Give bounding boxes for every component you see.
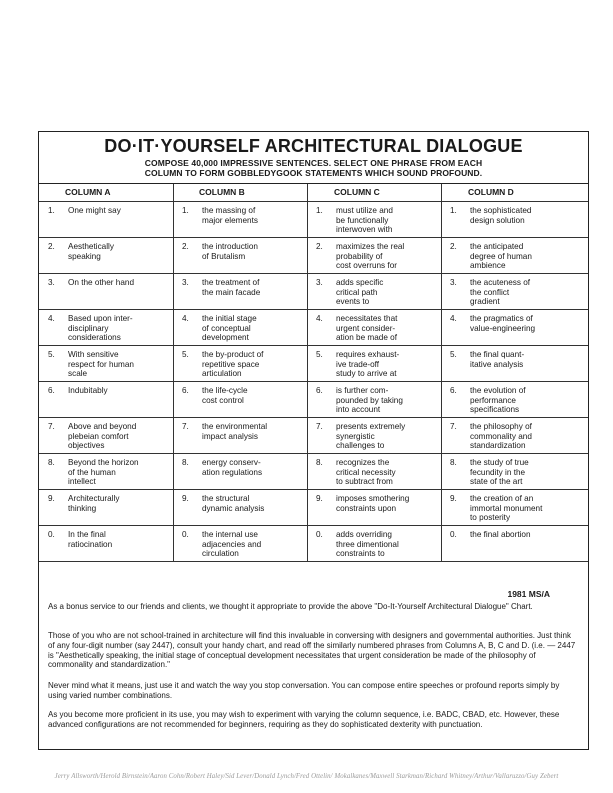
phrase-number: 1. xyxy=(182,206,189,215)
column-d-header: COLUMN D xyxy=(468,187,514,197)
phrase-text: the initial stage of conceptual development xyxy=(202,314,257,343)
phrase-text: the anticipated degree of human ambience xyxy=(470,242,532,271)
phrase-text: the structural dynamic analysis xyxy=(202,494,265,513)
phrase-number: 1. xyxy=(48,206,55,215)
row-divider xyxy=(39,309,588,310)
phrase-text: the acuteness of the conflict gradient xyxy=(470,278,531,307)
row-divider xyxy=(39,345,588,346)
phrase-number: 8. xyxy=(450,458,457,467)
phrase-text: the evolution of performance specifications xyxy=(470,386,526,415)
phrase-text: One might say xyxy=(68,206,121,215)
phrase-number: 0. xyxy=(182,530,189,539)
subtitle-line-1: COMPOSE 40,000 IMPRESSIVE SENTENCES. SELECT ONE PHRASE FROM EACH xyxy=(144,158,483,168)
phrase-number: 4. xyxy=(48,314,55,323)
row-divider xyxy=(39,561,588,562)
phrase-text: maximizes the real probability of cost overruns for xyxy=(336,242,405,271)
phrase-text: necessitates that urgent consider- ation be made of xyxy=(336,314,398,343)
phrase-number: 8. xyxy=(48,458,55,467)
phrase-text: On the other hand xyxy=(68,278,135,287)
phrase-text: the final quant- itative analysis xyxy=(470,350,525,369)
phrase-number: 5. xyxy=(450,350,457,359)
phrase-text: presents extremely synergistic challenges to xyxy=(336,422,406,451)
phrase-number: 2. xyxy=(48,242,55,251)
phrase-number: 9. xyxy=(182,494,189,503)
phrase-number: 9. xyxy=(48,494,55,503)
column-c-header: COLUMN C xyxy=(334,187,380,197)
column-b-header: COLUMN B xyxy=(199,187,245,197)
phrase-text: requires exhaust- ive trade-off study to arrive at xyxy=(336,350,400,379)
phrase-text: In the final ratiocination xyxy=(68,530,113,549)
column-divider xyxy=(441,184,442,561)
column-a-header: COLUMN A xyxy=(65,187,111,197)
phrase-number: 4. xyxy=(182,314,189,323)
phrase-number: 7. xyxy=(48,422,55,431)
phrase-number: 6. xyxy=(316,386,323,395)
phrase-number: 7. xyxy=(182,422,189,431)
phrase-text: the treatment of the main facade xyxy=(202,278,261,297)
phrase-number: 8. xyxy=(316,458,323,467)
phrase-number: 5. xyxy=(182,350,189,359)
year-label: 1981 MS/A xyxy=(507,589,550,599)
paragraph-1: As a bonus service to our friends and clients, we thought it appropriate to provide the above "Do-It-Yourself Architectural Dialogue" Chart. xyxy=(48,602,533,611)
header-divider xyxy=(39,183,588,184)
phrase-number: 4. xyxy=(450,314,457,323)
phrase-text: the study of true fecundity in the state of the art xyxy=(470,458,529,487)
phrase-number: 6. xyxy=(48,386,55,395)
phrase-text: the environmental impact analysis xyxy=(202,422,268,441)
phrase-text: Aesthetically speaking xyxy=(68,242,114,261)
phrase-text: Based upon inter- disciplinary considerations xyxy=(68,314,133,343)
phrase-number: 5. xyxy=(316,350,323,359)
phrase-number: 4. xyxy=(316,314,323,323)
phrase-number: 6. xyxy=(182,386,189,395)
phrase-number: 3. xyxy=(450,278,457,287)
phrase-text: recognizes the critical necessity to subtract from xyxy=(336,458,396,487)
row-divider xyxy=(39,273,588,274)
phrase-text: the introduction of Brutalism xyxy=(202,242,258,261)
phrase-text: Above and beyond plebeian comfort objectives xyxy=(68,422,137,451)
phrase-number: 3. xyxy=(182,278,189,287)
column-divider xyxy=(307,184,308,561)
paragraph-4: As you become more proficient in its use, you may wish to experiment with varying the column sequence, i.e. BADC, CBAD, etc. However, these advanced configurations are not recommended for beginners, requiring as they do sophisticated dexterity with punctuation. xyxy=(48,710,560,729)
row-divider xyxy=(39,237,588,238)
phrase-number: 5. xyxy=(48,350,55,359)
phrase-text: Beyond the horizon of the human intellect xyxy=(68,458,139,487)
paragraph-2: Those of you who are not school-trained in architecture will find this invaluable in conversing with designers and governmental authorities. Just think of any four-digit number (say 2447), consult your handy chart, and read off the similarly numbered phrases from Columns A, B, C and D. (i.e. — 2447 is "Aesthetically speaking, the initial stage of conceptual development necessitates that urgent consideration be made of the philosophy of commonality and standardization." xyxy=(48,631,576,670)
phrase-text: must utilize and be functionally interwoven with xyxy=(336,206,393,235)
phrase-number: 0. xyxy=(450,530,457,539)
phrase-text: Indubitably xyxy=(68,386,108,395)
row-divider xyxy=(39,453,588,454)
column-divider xyxy=(173,184,174,561)
phrase-text: the massing of major elements xyxy=(202,206,258,225)
chart-frame xyxy=(38,131,589,750)
contributors-footer: Jerry Allsworth/Herold Birnstein/Aaron Cohn/Robert Haley/Sid Lever/Donald Lynch/Fred Ottelin/ Mokalkanes/Maxwell Starkman/Richard Whitney/Arthur/Vallaruzzo/Guy Zebert xyxy=(54,773,559,780)
phrase-text: the creation of an immortal monument to posterity xyxy=(470,494,543,523)
phrase-number: 1. xyxy=(450,206,457,215)
row-divider xyxy=(39,525,588,526)
phrase-text: is further com- pounded by taking into account xyxy=(336,386,403,415)
phrase-text: the internal use adjacencies and circulation xyxy=(202,530,262,559)
phrase-text: the life-cycle cost control xyxy=(202,386,248,405)
phrase-text: Architecturally thinking xyxy=(68,494,120,513)
paragraph-3: Never mind what it means, just use it and watch the way you stop conversation. You can compose entire speeches or profound reports simply by using varied number combinations. xyxy=(48,681,560,700)
phrase-number: 6. xyxy=(450,386,457,395)
row-divider xyxy=(39,489,588,490)
row-divider xyxy=(39,381,588,382)
phrase-number: 9. xyxy=(316,494,323,503)
subtitle-line-2: COLUMN TO FORM GOBBLEDYGOOK STATEMENTS WHICH SOUND PROFOUND. xyxy=(144,168,483,178)
phrase-number: 8. xyxy=(182,458,189,467)
phrase-text: With sensitive respect for human scale xyxy=(68,350,134,379)
phrase-number: 9. xyxy=(450,494,457,503)
phrase-text: imposes smothering constraints upon xyxy=(336,494,410,513)
row-divider xyxy=(39,201,588,202)
phrase-text: energy conserv- ation regulations xyxy=(202,458,263,477)
phrase-text: adds overriding three dimentional constraints to xyxy=(336,530,399,559)
phrase-number: 7. xyxy=(316,422,323,431)
phrase-text: the sophisticated design solution xyxy=(470,206,532,225)
phrase-text: adds specific critical path events to xyxy=(336,278,384,307)
phrase-number: 0. xyxy=(316,530,323,539)
phrase-number: 2. xyxy=(450,242,457,251)
row-divider xyxy=(39,417,588,418)
phrase-number: 1. xyxy=(316,206,323,215)
phrase-text: the final abortion xyxy=(470,530,531,539)
phrase-text: the pragmatics of value-engineering xyxy=(470,314,536,333)
phrase-number: 3. xyxy=(48,278,55,287)
phrase-text: the by-product of repetitive space articulation xyxy=(202,350,264,379)
phrase-number: 2. xyxy=(182,242,189,251)
phrase-number: 0. xyxy=(48,530,55,539)
page-title: DO·IT·YOURSELF ARCHITECTURAL DIALOGUE xyxy=(104,136,523,156)
phrase-text: the philosophy of commonality and standardization xyxy=(470,422,532,451)
phrase-number: 2. xyxy=(316,242,323,251)
phrase-number: 7. xyxy=(450,422,457,431)
phrase-number: 3. xyxy=(316,278,323,287)
